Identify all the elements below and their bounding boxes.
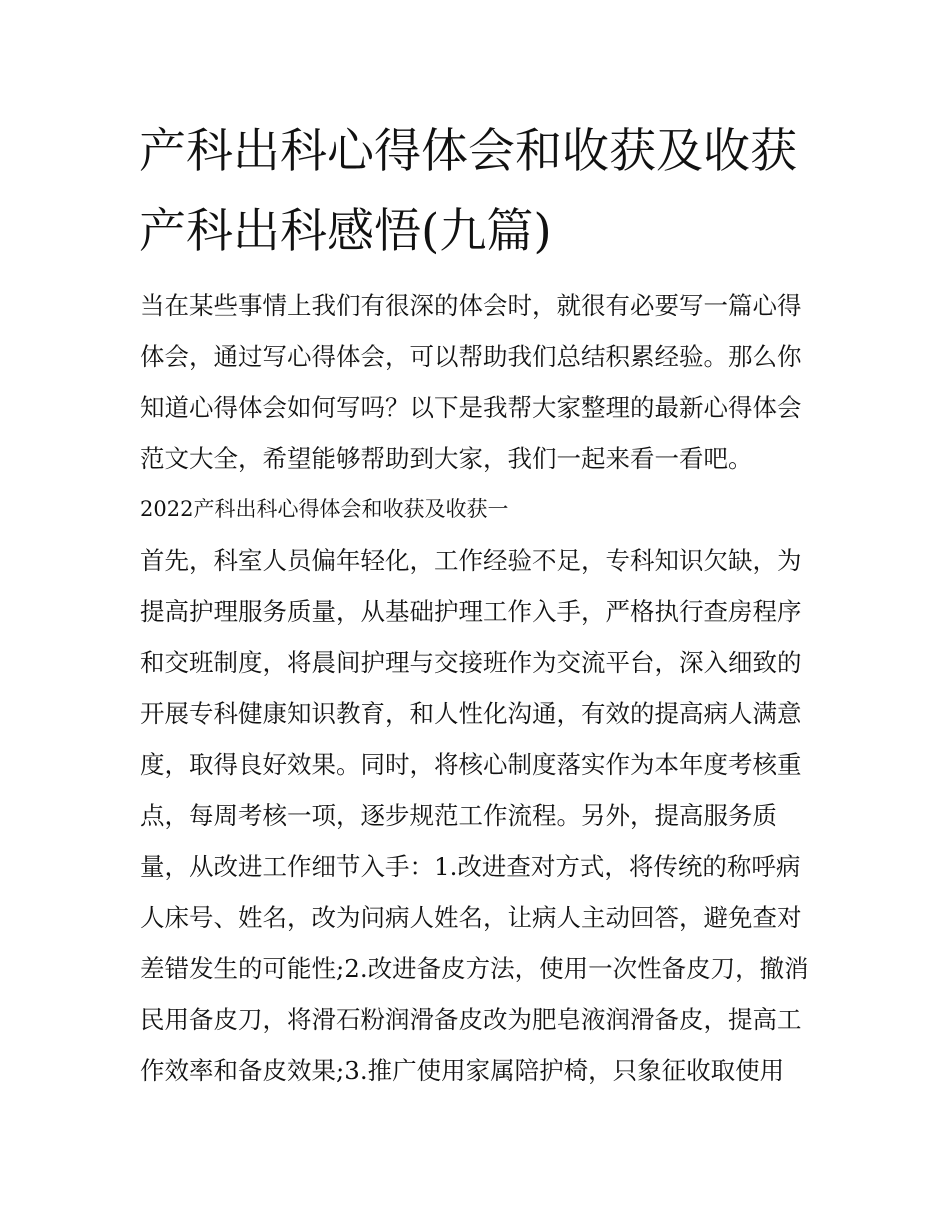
document-body bbox=[140, 280, 816, 1096]
intro-paragraph: 当在某些事情上我们有很深的体会时，就很有必要写一篇心得体会，通过写心得体会，可以帮助我们总结积累经验。那么你知道心得体会如何写吗？以下是我帮大家整理的最新心得体会范文大全，希望能够帮助到大家，我们一起来看一看吧。 bbox=[140, 291, 802, 473]
section-heading: 2022产科出科心得体会和收获及收获一 bbox=[140, 497, 509, 521]
section-paragraph: 首先，科室人员偏年轻化，工作经验不足，专科知识欠缺，为提高护理服务质量，从基础护理工作入手，严格执行查房程序和交班制度，将晨间护理与交接班作为交流平台，深入细致的开展专科健康知识教育，和人性化沟通，有效的提高病人满意度，取得良好效果。同时，将核心制度落实作为本年度考核重点，每周考核一项，逐步规范工作流程。另外，提高服务质量，从改进工作细节入手：1.改进查对方式，将传统的称呼病人床号、姓名，改为问病人姓名，让病人主动回答，避免查对差错发生的可能性;2.改进备皮方法，使用一次性备皮刀，撤消民用备皮刀，将滑石粉润滑备皮改为肥皂液润滑备皮，提高工作效率和备皮效果;3.推广使用家属陪护椅，只象征收取使用 bbox=[140, 546, 809, 1085]
document-title: 产科出科心得体会和收获及收获 产科出科感悟(九篇) bbox=[139, 124, 797, 259]
